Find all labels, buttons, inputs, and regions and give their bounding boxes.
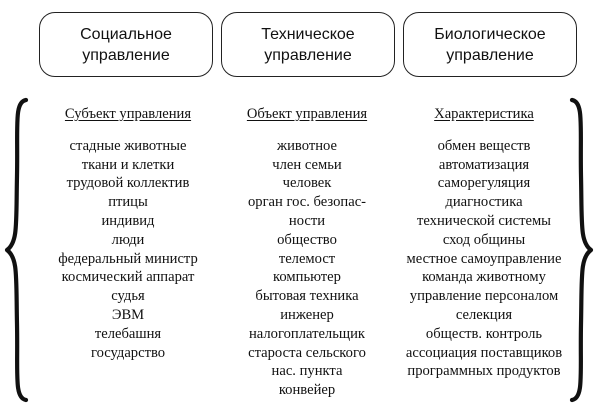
list-item: автоматизация xyxy=(438,156,530,173)
list-item: нас. пункта xyxy=(271,363,343,380)
list-item: трудовой коллектив xyxy=(66,175,190,192)
list-item: член семьи xyxy=(272,156,342,173)
technical-box-line-2: управление xyxy=(264,46,352,64)
list-item: обмен веществ xyxy=(437,137,531,154)
list-item: программных продуктов xyxy=(407,363,561,380)
list-item: космический аппарат xyxy=(61,269,195,286)
characteristic-column-header: Характеристика xyxy=(434,106,534,122)
list-item: животное xyxy=(277,137,337,154)
list-item: человек xyxy=(282,175,332,192)
list-item: инженер xyxy=(280,306,334,323)
list-item: федеральный министр xyxy=(58,250,198,267)
list-item: местное самоуправление xyxy=(406,250,562,267)
list-item: ткани и клетки xyxy=(81,156,175,173)
list-item: староста сельского xyxy=(248,344,366,361)
social-management-box xyxy=(39,12,213,77)
biological-box-line-2: управление xyxy=(446,46,534,64)
list-item: управление персоналом xyxy=(409,288,559,305)
list-item: телебашня xyxy=(94,325,162,342)
characteristic-column xyxy=(394,105,574,381)
list-item: налогоплательщик xyxy=(248,325,366,342)
list-item: телемост xyxy=(278,250,336,267)
list-item: компьютер xyxy=(273,269,341,286)
list-item: бытовая техника xyxy=(255,288,359,305)
list-item: государство xyxy=(90,344,166,361)
technical-management-box xyxy=(221,12,395,77)
biological-management-box xyxy=(403,12,577,77)
object-column-header: Объект управления xyxy=(246,106,368,122)
list-item: птицы xyxy=(108,194,148,211)
list-item: селекция xyxy=(455,306,513,323)
list-item: люди xyxy=(111,231,145,248)
list-item: саморегуляция xyxy=(437,175,531,192)
characteristic-list xyxy=(394,137,574,381)
subject-column xyxy=(39,105,217,362)
social-box-line-1: Социальное xyxy=(80,25,172,43)
list-item: сход общины xyxy=(442,231,526,248)
list-item: орган гос. безопас- xyxy=(247,194,367,211)
list-item: судья xyxy=(111,288,145,305)
social-box-line-2: управление xyxy=(82,46,170,64)
subject-column-header: Субъект управления xyxy=(64,106,192,122)
list-item: стадные животные xyxy=(69,137,187,154)
biological-box-line-1: Биологическое xyxy=(434,25,546,43)
object-column xyxy=(218,105,396,400)
list-item: индивид xyxy=(101,212,155,229)
list-item: обществ. контроль xyxy=(425,325,543,342)
list-item: технической системы xyxy=(416,212,551,229)
subject-list xyxy=(39,137,217,363)
list-item: ЭВМ xyxy=(111,306,145,323)
list-item: ности xyxy=(288,212,326,229)
list-item: ассоциация поставщиков xyxy=(405,344,563,361)
list-item: команда животному xyxy=(422,269,546,286)
list-item: диагностика xyxy=(445,194,523,211)
left-curly-brace xyxy=(4,96,30,404)
list-item: общество xyxy=(277,231,337,248)
technical-box-line-1: Техническое xyxy=(261,25,355,43)
object-list xyxy=(218,137,396,400)
list-item: конвейер xyxy=(278,382,336,399)
